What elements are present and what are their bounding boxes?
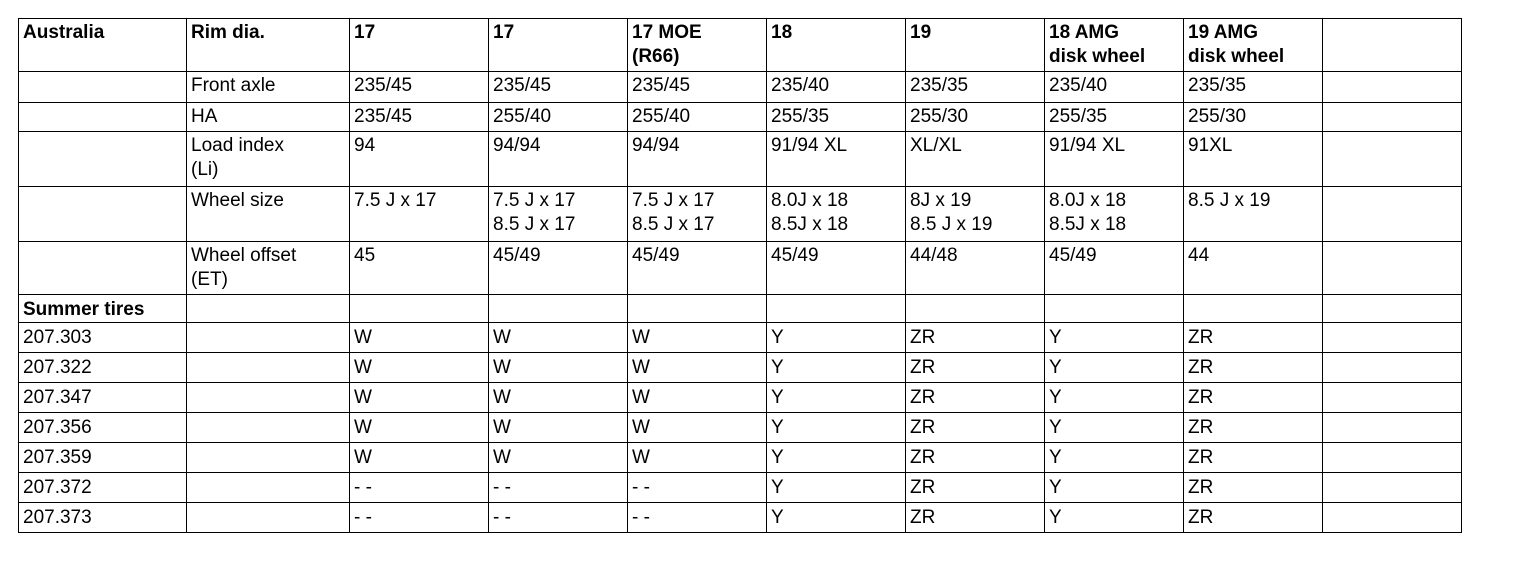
table-cell: ZR (906, 353, 1045, 383)
table-cell (187, 503, 350, 533)
table-cell (19, 103, 187, 132)
table-cell: 94/94 (489, 132, 628, 187)
table-cell: 235/35 (906, 72, 1045, 103)
table-cell: 91/94 XL (1045, 132, 1184, 187)
table-cell (1323, 295, 1462, 323)
header-row (19, 19, 1462, 72)
table-cell: W (489, 443, 628, 473)
header-cell: Rim dia. (187, 19, 350, 72)
header-cell (1323, 19, 1462, 72)
table-cell: 94/94 (628, 132, 767, 187)
table-cell (1323, 103, 1462, 132)
table-cell: ZR (1184, 443, 1323, 473)
table-cell: 235/45 (350, 72, 489, 103)
table-cell: ZR (906, 413, 1045, 443)
table-cell: - - (628, 503, 767, 533)
table-cell (489, 295, 628, 323)
table-cell: 235/45 (350, 103, 489, 132)
table-cell: Y (767, 413, 906, 443)
model-code: 207.322 (19, 353, 187, 383)
table-row (19, 383, 1462, 413)
table-cell: W (628, 383, 767, 413)
table-cell: 45/49 (628, 242, 767, 295)
table-cell: ZR (1184, 503, 1323, 533)
table-cell: - - (350, 473, 489, 503)
table-cell (19, 132, 187, 187)
table-cell (1323, 353, 1462, 383)
table-cell: ZR (1184, 383, 1323, 413)
spec-row-front-axle (19, 72, 1462, 103)
table-cell: W (350, 383, 489, 413)
table-cell: - - (489, 473, 628, 503)
table-cell: ZR (906, 503, 1045, 533)
spec-row-wheel-offset (19, 242, 1462, 295)
table-cell: Y (767, 503, 906, 533)
table-cell: 255/35 (767, 103, 906, 132)
table-cell: ZR (906, 383, 1045, 413)
table-row (19, 413, 1462, 443)
table-cell: Y (767, 353, 906, 383)
section-label: Summer tires (19, 295, 187, 323)
table-cell: Y (1045, 413, 1184, 443)
spec-row-wheel-size (19, 187, 1462, 242)
table-row (19, 323, 1462, 353)
table-cell: 235/40 (1045, 72, 1184, 103)
table-cell (1323, 242, 1462, 295)
table-cell (1323, 187, 1462, 242)
table-cell: W (350, 413, 489, 443)
model-code: 207.359 (19, 443, 187, 473)
header-cell: 18 AMG disk wheel (1045, 19, 1184, 72)
table-cell (187, 323, 350, 353)
table-cell: W (489, 383, 628, 413)
table-cell: 255/35 (1045, 103, 1184, 132)
table-cell (1323, 473, 1462, 503)
table-row (19, 443, 1462, 473)
table-cell: W (350, 353, 489, 383)
table-cell: 44/48 (906, 242, 1045, 295)
tire-spec-table (18, 18, 1462, 533)
table-cell: Y (767, 443, 906, 473)
table-cell: - - (489, 503, 628, 533)
table-cell: 91XL (1184, 132, 1323, 187)
row-label: Front axle (187, 72, 350, 103)
table-cell: 8.0J x 18 8.5J x 18 (767, 187, 906, 242)
table-cell: 7.5 J x 17 8.5 J x 17 (489, 187, 628, 242)
table-cell (628, 295, 767, 323)
table-cell: W (628, 443, 767, 473)
table-cell: 235/45 (489, 72, 628, 103)
table-row (19, 353, 1462, 383)
table-cell: W (628, 323, 767, 353)
table-cell: W (628, 413, 767, 443)
table-cell: ZR (1184, 413, 1323, 443)
table-cell: 235/40 (767, 72, 906, 103)
table-cell: Y (767, 473, 906, 503)
table-cell: 8J x 19 8.5 J x 19 (906, 187, 1045, 242)
table-cell (1323, 383, 1462, 413)
spec-row-load-index (19, 132, 1462, 187)
header-cell: 19 AMG disk wheel (1184, 19, 1323, 72)
table-row (19, 473, 1462, 503)
model-code: 207.356 (19, 413, 187, 443)
table-cell: 255/30 (906, 103, 1045, 132)
table-cell (19, 242, 187, 295)
table-cell: 255/40 (628, 103, 767, 132)
table-cell: W (628, 353, 767, 383)
header-cell: 17 (350, 19, 489, 72)
table-cell: 255/30 (1184, 103, 1323, 132)
row-label: HA (187, 103, 350, 132)
table-cell (187, 383, 350, 413)
table-cell: 45/49 (489, 242, 628, 295)
model-code: 207.303 (19, 323, 187, 353)
table-cell: XL/XL (906, 132, 1045, 187)
header-cell: 19 (906, 19, 1045, 72)
table-cell: ZR (906, 323, 1045, 353)
table-cell: Y (1045, 353, 1184, 383)
table-cell: 8.5 J x 19 (1184, 187, 1323, 242)
header-cell: 17 MOE (R66) (628, 19, 767, 72)
table-cell: W (489, 323, 628, 353)
table-cell: 44 (1184, 242, 1323, 295)
table-cell: ZR (906, 473, 1045, 503)
table-cell (1323, 413, 1462, 443)
table-cell: 45/49 (1045, 242, 1184, 295)
table-cell (19, 187, 187, 242)
model-code: 207.347 (19, 383, 187, 413)
table-cell (767, 295, 906, 323)
table-cell: 8.0J x 18 8.5J x 18 (1045, 187, 1184, 242)
table-cell: 45 (350, 242, 489, 295)
table-cell: W (350, 443, 489, 473)
table-cell: 235/35 (1184, 72, 1323, 103)
table-cell (1323, 503, 1462, 533)
model-code: 207.373 (19, 503, 187, 533)
table-cell: W (489, 353, 628, 383)
table-cell (1323, 72, 1462, 103)
row-label: Load index (Li) (187, 132, 350, 187)
table-cell (19, 72, 187, 103)
table-cell (187, 413, 350, 443)
table-cell (187, 353, 350, 383)
table-cell (1323, 132, 1462, 187)
table-cell: 94 (350, 132, 489, 187)
table-cell: 91/94 XL (767, 132, 906, 187)
table-cell: Y (767, 383, 906, 413)
header-cell: 18 (767, 19, 906, 72)
row-label: Wheel offset (ET) (187, 242, 350, 295)
table-cell (1323, 323, 1462, 353)
table-cell (906, 295, 1045, 323)
spec-row-ha (19, 103, 1462, 132)
table-cell: ZR (906, 443, 1045, 473)
table-cell (350, 295, 489, 323)
section-row-summer-tires (19, 295, 1462, 323)
table-cell: - - (350, 503, 489, 533)
header-cell: 17 (489, 19, 628, 72)
table-cell (187, 473, 350, 503)
table-cell: ZR (1184, 353, 1323, 383)
header-cell: Australia (19, 19, 187, 72)
table-cell: Y (1045, 323, 1184, 353)
table-row (19, 503, 1462, 533)
table-cell: W (350, 323, 489, 353)
table-cell (187, 443, 350, 473)
model-code: 207.372 (19, 473, 187, 503)
table-cell (1045, 295, 1184, 323)
table-cell: 45/49 (767, 242, 906, 295)
table-cell: 235/45 (628, 72, 767, 103)
table-cell: - - (628, 473, 767, 503)
table-cell: Y (1045, 443, 1184, 473)
table-cell: 7.5 J x 17 (350, 187, 489, 242)
table-cell (187, 295, 350, 323)
table-cell: Y (767, 323, 906, 353)
table-cell: Y (1045, 383, 1184, 413)
table-cell: Y (1045, 503, 1184, 533)
table-cell (1323, 443, 1462, 473)
table-cell: ZR (1184, 473, 1323, 503)
table-cell: Y (1045, 473, 1184, 503)
table-cell: 255/40 (489, 103, 628, 132)
table-cell: ZR (1184, 323, 1323, 353)
table-cell: W (489, 413, 628, 443)
table-cell (1184, 295, 1323, 323)
table-cell: 7.5 J x 17 8.5 J x 17 (628, 187, 767, 242)
row-label: Wheel size (187, 187, 350, 242)
